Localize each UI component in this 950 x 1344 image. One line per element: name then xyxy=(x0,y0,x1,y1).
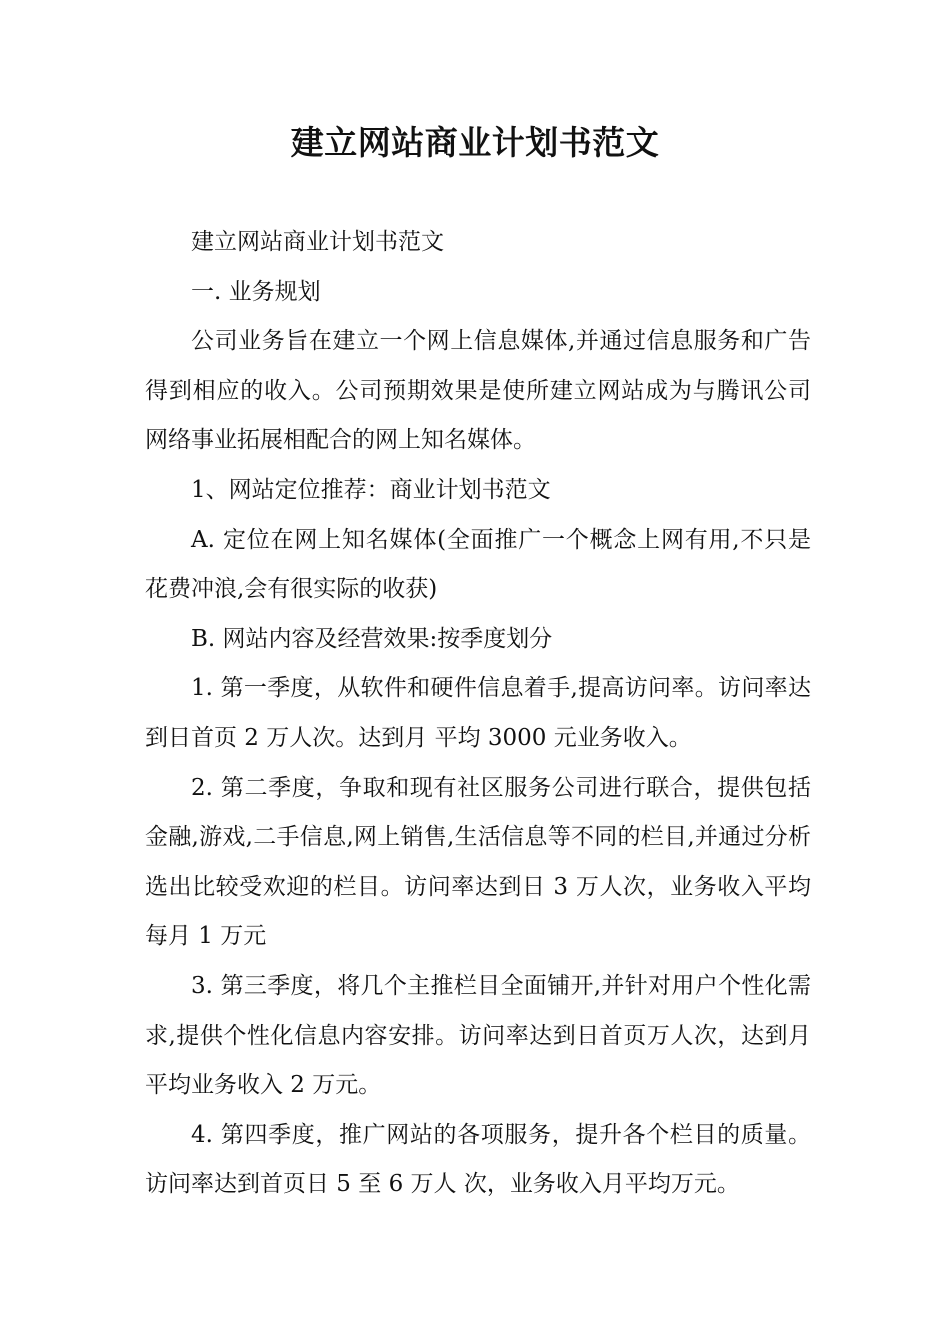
paragraph-quarter-4: 4. 第四季度，推广网站的各项服务，提升各个栏目的质量。访问率达到首页日 5 至 6 万人 次，业务收入月平均万元。 xyxy=(145,1121,811,1198)
paragraph-subtitle: 建立网站商业计划书范文 xyxy=(191,229,444,255)
section-heading-business-planning: 一. 业务规划 xyxy=(191,278,321,305)
paragraph-quarter-1: 1. 第一季度，从软件和硬件信息着手,提高访问率。访问率达到日首页 2 万人次。达到月 平均 3000 元业务收入。 xyxy=(145,675,811,751)
document-title: 建立网站商业计划书范文 xyxy=(290,123,660,162)
paragraph-quarter-3: 3. 第三季度，将几个主推栏目全面铺开,并针对用户个性化需求,提供个性化信息内容安排。访问率达到日首页万人次，达到月平均业务收入 2 万元。 xyxy=(145,972,811,1099)
document-body xyxy=(145,218,811,1210)
paragraph-website-positioning: 1、网站定位推荐：商业计划书范文 xyxy=(191,476,551,503)
paragraph-business-goal: 公司业务旨在建立一个网上信息媒体,并通过信息服务和广告得到相应的收入。公司预期效果是使所建立网站成为与腾讯公司网络事业拓展相配合的网上知名媒体。 xyxy=(145,328,811,454)
paragraph-item-b: B. 网站内容及经营效果:按季度划分 xyxy=(191,625,553,652)
paragraph-quarter-2: 2. 第二季度，争取和现有社区服务公司进行联合，提供包括金融,游戏,二手信息,网上销售,生活信息等不同的栏目,并通过分析选出比较受欢迎的栏目。访问率达到日 3 万人次，业务收入平均每月 1 万元 xyxy=(145,774,811,950)
paragraph-item-a: A. 定位在网上知名媒体(全面推广一个概念上网有用,不只是花费冲浪,会有很实际的收获) xyxy=(145,526,811,603)
